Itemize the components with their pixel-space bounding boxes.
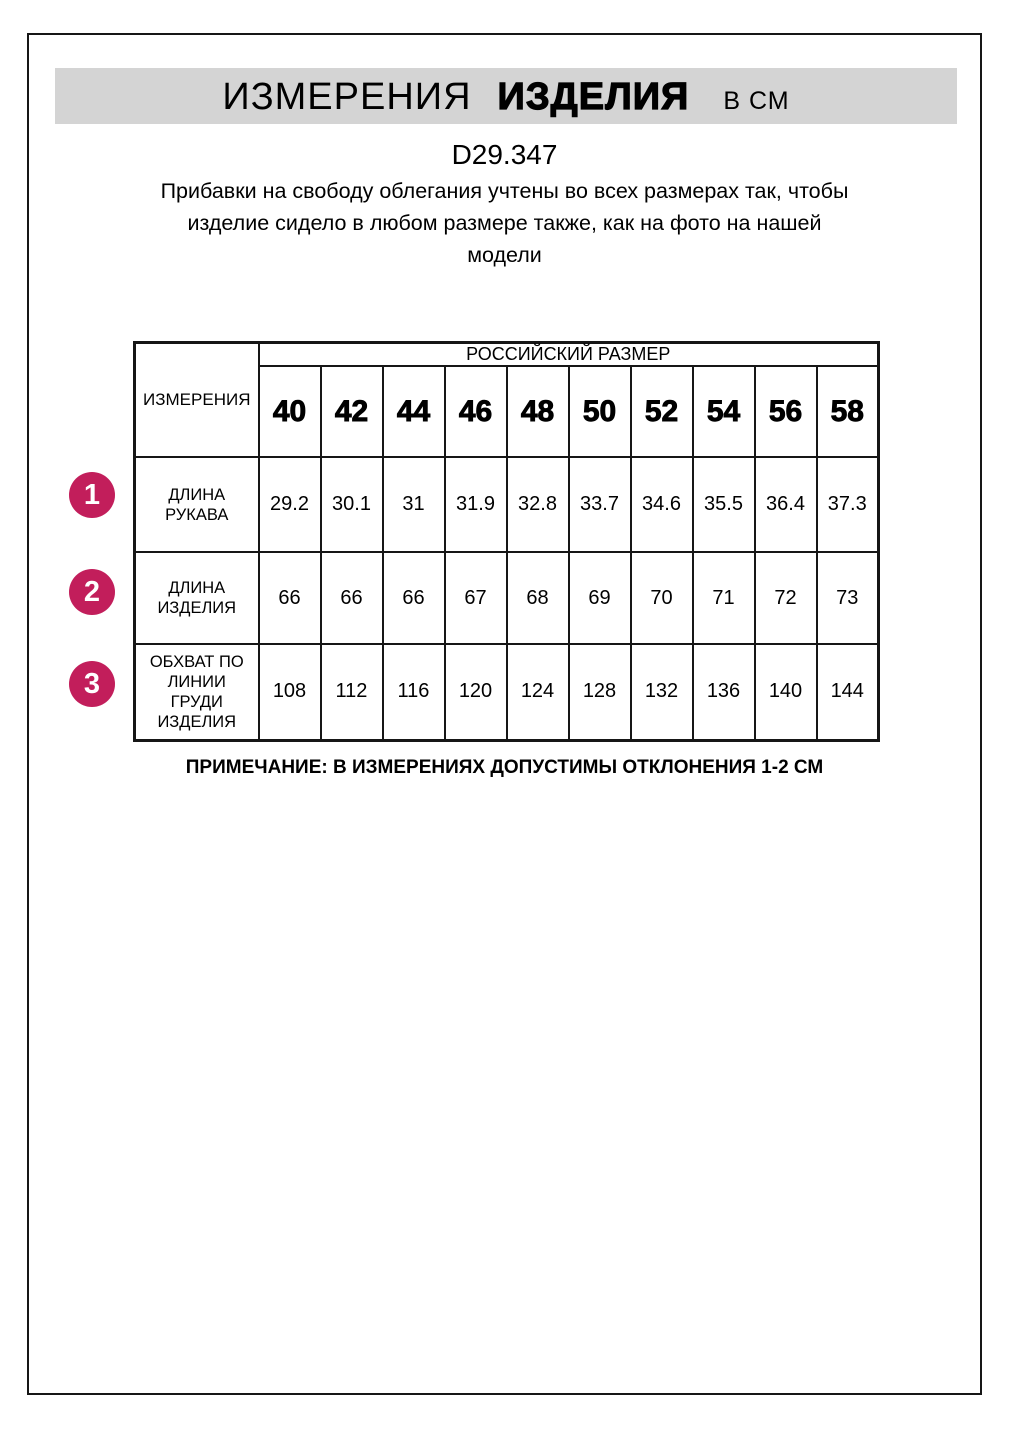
size-header-cell: 42 — [321, 366, 383, 457]
value-cell: 70 — [631, 552, 693, 644]
tolerance-note: ПРИМЕЧАНИЕ: В ИЗМЕРЕНИЯХ ДОПУСТИМЫ ОТКЛОНЕНИЯ 1-2 СМ — [185, 757, 824, 778]
table-row-chest-girth — [135, 644, 879, 740]
title-product: ИЗДЕЛИЯ — [497, 76, 690, 118]
title-band — [55, 68, 957, 124]
description-line: изделие сидело в любом размере также, как на фото на нашей — [187, 211, 822, 235]
row-label: ДЛИНА РУКАВА — [135, 457, 259, 552]
value-cell: 32.8 — [507, 457, 569, 552]
size-group-header-cell: РОССИЙСКИЙ РАЗМЕР — [259, 343, 879, 367]
size-table — [133, 341, 880, 742]
value-cell: 71 — [693, 552, 755, 644]
value-cell: 68 — [507, 552, 569, 644]
row-number-badge-2: 2 — [69, 569, 115, 615]
value-cell: 31 — [383, 457, 445, 552]
title-measurements: ИЗМЕРЕНИЯ — [222, 76, 472, 118]
measurements-header-cell: ИЗМЕРЕНИЯ — [135, 343, 259, 458]
row-number-badge-3: 3 — [69, 661, 115, 707]
value-cell: 124 — [507, 644, 569, 740]
description-line: модели — [467, 243, 542, 267]
description — [29, 175, 980, 271]
row-number-badge-1: 1 — [69, 472, 115, 518]
table-row-sleeve-length — [135, 457, 879, 552]
value-cell: 73 — [817, 552, 879, 644]
table-row-item-length — [135, 552, 879, 644]
value-cell: 36.4 — [755, 457, 817, 552]
size-header-cell: 58 — [817, 366, 879, 457]
value-cell: 120 — [445, 644, 507, 740]
value-cell: 31.9 — [445, 457, 507, 552]
value-cell: 37.3 — [817, 457, 879, 552]
value-cell: 128 — [569, 644, 631, 740]
value-cell: 30.1 — [321, 457, 383, 552]
value-cell: 140 — [755, 644, 817, 740]
title-units: В СМ — [723, 87, 790, 115]
value-cell: 67 — [445, 552, 507, 644]
size-header-cell: 44 — [383, 366, 445, 457]
description-line: Прибавки на свободу облегания учтены во всех размерах так, чтобы — [160, 179, 849, 203]
size-header-cell: 56 — [755, 366, 817, 457]
size-header-cell: 50 — [569, 366, 631, 457]
size-header-cell: 54 — [693, 366, 755, 457]
value-cell: 66 — [383, 552, 445, 644]
size-header-cell: 40 — [259, 366, 321, 457]
value-cell: 66 — [321, 552, 383, 644]
value-cell: 144 — [817, 644, 879, 740]
value-cell: 35.5 — [693, 457, 755, 552]
value-cell: 69 — [569, 552, 631, 644]
row-label: ДЛИНА ИЗДЕЛИЯ — [135, 552, 259, 644]
size-header-cell: 52 — [631, 366, 693, 457]
value-cell: 66 — [259, 552, 321, 644]
row-label: ОБХВАТ ПО ЛИНИИ ГРУДИ ИЗДЕЛИЯ — [135, 644, 259, 740]
value-cell: 116 — [383, 644, 445, 740]
value-cell: 136 — [693, 644, 755, 740]
product-code: D29.347 — [451, 139, 558, 170]
value-cell: 33.7 — [569, 457, 631, 552]
table-row-group-header — [135, 343, 879, 367]
value-cell: 72 — [755, 552, 817, 644]
size-header-cell: 48 — [507, 366, 569, 457]
value-cell: 108 — [259, 644, 321, 740]
size-header-cell: 46 — [445, 366, 507, 457]
value-cell: 34.6 — [631, 457, 693, 552]
document-page-frame — [27, 33, 982, 1395]
value-cell: 29.2 — [259, 457, 321, 552]
value-cell: 132 — [631, 644, 693, 740]
value-cell: 112 — [321, 644, 383, 740]
